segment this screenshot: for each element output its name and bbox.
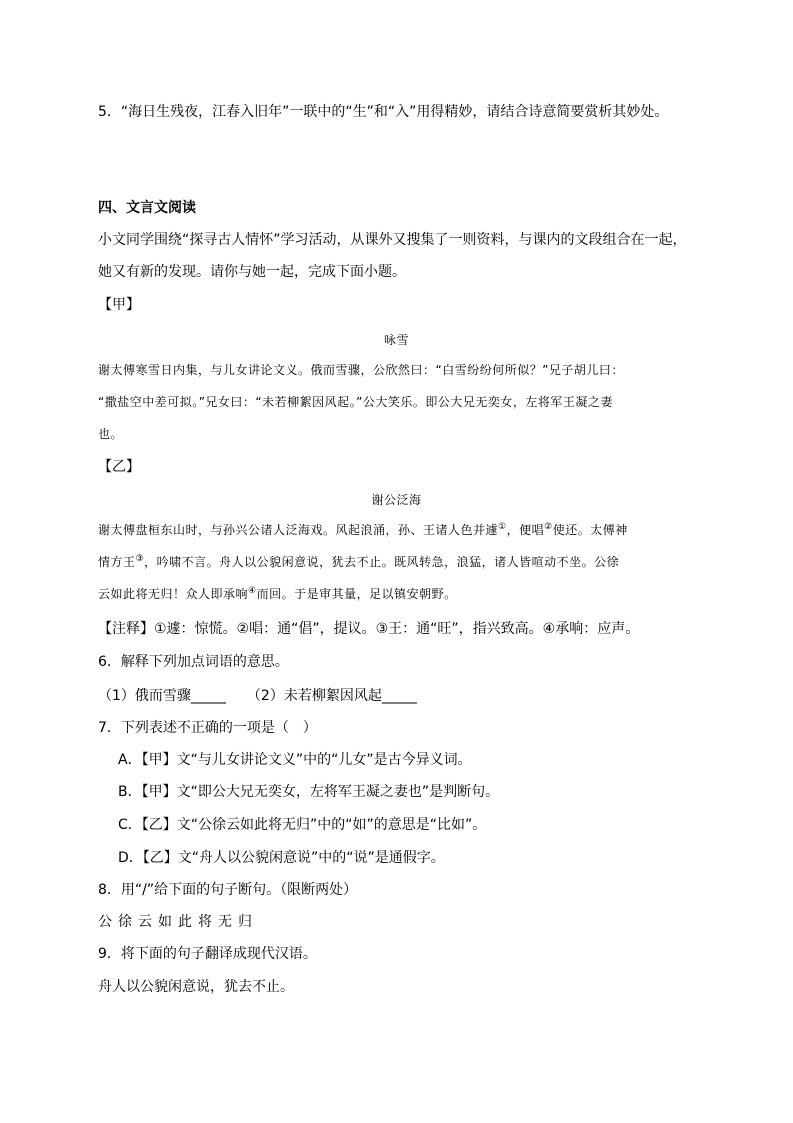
passage-yi-line-2 [98, 552, 619, 572]
question-9-sentence: 舟人以公貌闲意说，犹去不止。 [98, 979, 294, 995]
yi-line-2-text-b: ，吟啸不言。舟人以公貌闲意说，犹去不止。既风转急，浪猛，诸人皆喧动不坐。公徐 [144, 555, 620, 569]
yi-line-1-text-c: 使还。太傅神 [552, 523, 628, 537]
yi-line-2-text-a: 情方王 [98, 555, 136, 569]
question-6: 6．解释下列加点词语的意思。 [98, 654, 289, 670]
passage-jia-line-3: 也。 [98, 427, 124, 441]
option-c: C．【乙】文“公徐云如此将无归”中的“如”的意思是“比如”。 [118, 817, 487, 833]
passage-jia-label: 【甲】 [98, 297, 140, 313]
yi-line-1-text-b: ，便唱 [506, 523, 545, 537]
question-6-items: （1）俄而雪骤_____ （2）未若柳絮因风起_____ [98, 688, 417, 704]
note-marker-4: ④ [248, 586, 257, 596]
question-8: 8．用“/”给下面的句子断句。（限断两处） [98, 882, 358, 898]
intro-line-2: 她又有新的发现。请你与她一起，完成下面小题。 [98, 264, 406, 280]
passage-yi-title: 谢公泛海 [371, 493, 422, 507]
passage-jia-title: 咏雪 [383, 333, 409, 347]
passage-yi-label: 【乙】 [98, 459, 140, 475]
option-a: A．【甲】文“与儿女讲论文义”中的“儿女”是古今异义词。 [118, 752, 472, 768]
yi-line-1-text-a: 谢太傅盘桓东山时，与孙兴公诸人泛海戏。风起浪涌，孙、王诸人色并遽 [98, 523, 499, 537]
passage-jia-line-1: 谢太傅寒雪日内集，与儿女讲论文义。俄而雪骤，公欣然曰：“白雪纷纷何所似？”兄子胡儿曰： [98, 363, 624, 377]
note-marker-3: ③ [135, 554, 145, 564]
note-marker-2: ② [544, 522, 553, 532]
question-8-sentence: 公徐云如此将无归 [98, 914, 258, 930]
passage-yi-line-1 [98, 520, 628, 540]
intro-line-1: 小文同学围绕“探寻古人情怀”学习活动，从课外又搜集了一则资料，与课内的文段组合在一起， [98, 232, 687, 248]
question-9: 9．将下面的句子翻译成现代汉语。 [98, 946, 317, 962]
option-d: D．【乙】文“舟人以公貌闲意说”中的“说”是通假字。 [118, 850, 445, 866]
option-b: B．【甲】文“即公大兄无奕女，左将军王凝之妻也”是判断句。 [118, 784, 500, 800]
passage-yi-line-3 [98, 584, 457, 604]
yi-line-3-text-b: 而回。于是审其量，足以镇安朝野。 [256, 587, 457, 601]
section-title: 四、文言文阅读 [98, 200, 196, 216]
passage-jia-line-2: “撒盐空中差可拟。”兄女曰：“未若柳絮因风起。”公大笑乐。即公大兄无奕女，左将军王凝之妻 [98, 395, 613, 409]
question-5: 5．“海日生残夜，江春入旧年”一联中的“生”和“入”用得精妙，请结合诗意简要赏析其妙处。 [98, 104, 669, 120]
question-7: 7．下列表述不正确的一项是（ ） [98, 720, 317, 736]
yi-line-3-text-a: 云如此将无归！众人即承响 [98, 587, 249, 601]
annotations: 【注释】①遽：惊慌。②唱：通“倡”，提议。③王：通“旺”，指兴致高。④承响：应声。 [98, 621, 640, 637]
note-marker-1: ① [498, 522, 507, 532]
